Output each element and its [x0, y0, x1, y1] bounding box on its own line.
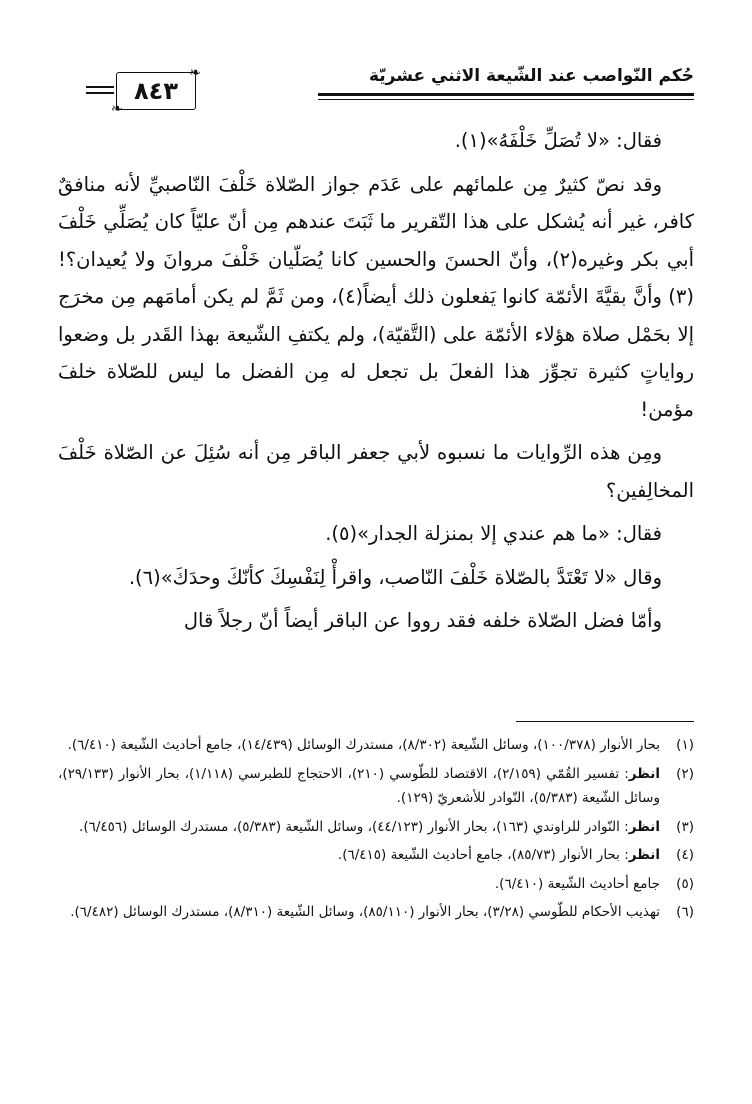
ornament-icon: ❧ [111, 101, 123, 117]
footnote-number: (١) [676, 737, 694, 753]
footnote-body: بحار الأنوار (١٠٠/٣٧٨)، وسائل الشّيعة (٨/٣٠٢)، مستدرك الوسائل (١٤/٤٣٩)، جامع أحاديث الشّيعة (٦/٤١٠). [67, 737, 660, 753]
footnote-body: : بحار الأنوار (٨٥/٧٣)، جامع أحاديث الشّيعة (٦/٤١٥). [337, 847, 629, 863]
paragraph: ومِن هذه الرِّوايات ما نسبوه لأبي جعفر الباقر مِن أنه سُئِلَ عن الصّلاة خَلْفَ المخالِفين؟ [58, 441, 694, 502]
footnote-text [58, 900, 660, 925]
footnote-number: (٦) [676, 904, 694, 920]
footnote-separator [516, 721, 694, 722]
footnote [58, 733, 694, 758]
footnote-label: انظر [628, 765, 660, 782]
paragraph: وقال «لا تَعْتَدَّ بالصّلاة خَلْفَ النّاصب، واقرأْ لِنَفْسِكَ كأنّكَ وحدَكَ»(٦). [128, 565, 662, 589]
footnote-number: (٥) [676, 875, 694, 892]
footnote-label: انظر [628, 847, 660, 863]
footnote-text [58, 762, 660, 811]
footnote-text [58, 843, 660, 868]
page-number-box [111, 65, 201, 117]
footnote-number: (٢) [676, 765, 694, 782]
footnote [58, 762, 694, 811]
footnote [58, 900, 694, 925]
footnote-number: (٤) [676, 847, 694, 863]
header-dash [86, 86, 114, 88]
footnote-body: تهذيب الأحكام للطّوسي (٣/٢٨)، بحار الأنوار (٨٥/١١٠)، وسائل الشّيعة (٨/٣١٠)، مستدرك الوسائل (٦/٤٨٢). [70, 904, 660, 920]
footnote-body: : النّوادر للراوندي (١٦٣)، بحار الأنوار (٤٤/١٢٣)، وسائل الشّيعة (٥/٣٨٣)، مستدرك الوسائل (٦/٤٥٦). [79, 818, 629, 835]
footnote [58, 872, 694, 897]
paragraph: وأمّا فضل الصّلاة خلفه فقد رووا عن الباقر أيضاً أنّ رجلاً قال [183, 609, 662, 632]
paragraph: فقال: «ما هم عندي إلا بمنزلة الجدار»(٥). [325, 522, 662, 545]
footnotes [58, 733, 694, 929]
footnote-text [58, 733, 660, 758]
footnote-text [58, 872, 660, 897]
footnote [58, 843, 694, 868]
footnote-body: : تفسير القُمّي (٢/١٥٩)، الاقتصاد للطّوسي (٢١٠)، الاحتجاج للطبرسي (١/١١٨)، بحار الأنوار (٢٩/١٣٣)، وسائل الشّيعة (٥/٣٨٣)، النّوادر للأشعريّ (١٢٩). [58, 765, 660, 806]
footnote-number: (٣) [676, 818, 694, 835]
running-title: حُكم النّواصب عند الشّيعة الاثني عشريّة [368, 66, 694, 86]
paragraph: فقال: «لا تُصَلِّ خَلْفَهُ»(١). [454, 129, 662, 152]
paragraph: وقد نصّ كثيرٌ مِن علمائهم على عَدَم جواز الصّلاة خَلْفَ النّاصبيِّ لأنه منافقٌ كافر، غير أنه يُشكل على هذا التّقرير ما ثَبَتَ عندهم مِن أنّ عليّاً كان يُصَلِّي خَلْفَ أبي بكر وغيره(٢)، وأنّ الحسنَ والحسين كانا يُصَلّيان خَلْفَ مروانَ ولا يُعيدان؟!(٣) وأنَّ بقيَّةَ الأئمّة كانوا يَفعلون ذلك أيضاً(٤)، ومن ثَمَّ لم يكن أمامَهم مِن مخرَج إلا بحَمْل صلاة هؤلاء الأئمّة على (التَّقيّة)، ولم يكتفِ الشّيعة بهذا القَدر بل وضعوا رواياتٍ كثيرة تجوِّز هذا الفعلَ بل تجعل له مِن الفضل ما ليس للصّلاة خلفَ مؤمن! [58, 172, 694, 421]
header-rule-thick [318, 93, 694, 96]
footnote-text [58, 815, 660, 840]
header-rule-thin [318, 99, 694, 100]
page-header [86, 62, 694, 116]
footnote-body: جامع أحاديث الشّيعة (٦/٤١٠). [494, 875, 660, 892]
ornament-icon: ❧ [189, 65, 201, 81]
header-dash [86, 92, 114, 94]
page-number: ٨٤٣ [134, 77, 178, 105]
footnote [58, 815, 694, 840]
footnote-label: انظر [628, 818, 660, 835]
main-text [58, 122, 694, 646]
